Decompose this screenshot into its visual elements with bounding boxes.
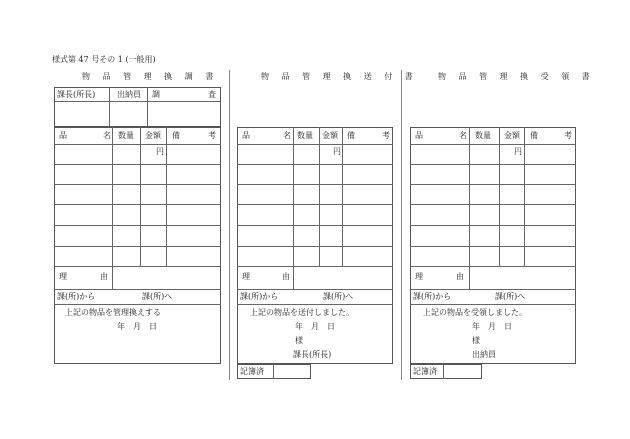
panel-title: 物 品 管 理 換 調 書: [82, 72, 219, 81]
yen-unit: 円: [333, 147, 341, 156]
header-name-left: 品: [415, 131, 423, 140]
signer-label: 課長(所長): [293, 350, 332, 359]
reason-label-left: 理: [59, 272, 67, 281]
header-amount: 金額: [145, 131, 161, 140]
panel-divider: [229, 70, 230, 380]
header-name-left: 品: [242, 131, 250, 140]
inspection-label-left: 調: [152, 90, 160, 99]
panel-title: 物 品 管 理 換 送 付 書: [261, 72, 418, 81]
honorific-text: 様: [472, 336, 480, 345]
header-remarks-left: 備: [347, 131, 355, 140]
date-text: 年 月 日: [295, 322, 335, 331]
to-section-label: 課(所)へ: [323, 292, 354, 301]
header-name-right: 名: [283, 131, 291, 140]
statement-text: 上記の物品を受領しました。: [423, 308, 527, 317]
header-quantity: 数量: [475, 131, 491, 140]
header-quantity: 数量: [297, 131, 313, 140]
reason-label-left: 理: [415, 272, 423, 281]
from-section-label: 課(所)から: [240, 292, 279, 301]
reason-label-right: 由: [456, 272, 464, 281]
signer-label: 出納員: [472, 350, 496, 359]
date-text: 年 月 日: [472, 322, 512, 331]
form-number: 様式第 47 号その 1 (一般用): [52, 55, 156, 64]
reason-label-right: 由: [282, 272, 290, 281]
reason-label-right: 由: [100, 272, 108, 281]
header-amount: 金額: [322, 131, 338, 140]
yen-unit: 円: [514, 147, 522, 156]
header-name-right: 名: [459, 131, 467, 140]
to-section-label: 課(所)へ: [495, 292, 526, 301]
registered-label: 記簿済: [413, 367, 437, 376]
honorific-text: 様: [295, 336, 303, 345]
section-chief-label: 課長(所長): [57, 90, 96, 99]
header-amount: 金額: [504, 131, 520, 140]
inspection-label-right: 査: [208, 90, 216, 99]
header-remarks-left: 備: [172, 131, 180, 140]
panel-title: 物 品 管 理 換 受 領 書: [438, 72, 595, 81]
header-remarks-right: 考: [208, 131, 216, 140]
header-name-right: 名: [103, 131, 111, 140]
from-section-label: 課(所)から: [57, 292, 96, 301]
statement-text: 上記の物品を管理換えする: [65, 308, 161, 317]
header-remarks-right: 考: [382, 131, 390, 140]
to-section-label: 課(所)へ: [142, 292, 173, 301]
panel-divider: [401, 70, 402, 380]
reason-label-left: 理: [242, 272, 250, 281]
from-section-label: 課(所)から: [413, 292, 452, 301]
header-remarks-left: 備: [530, 131, 538, 140]
registered-label: 記簿済: [240, 367, 264, 376]
date-text: 年 月 日: [117, 322, 157, 331]
header-name-left: 品: [59, 131, 67, 140]
statement-text: 上記の物品を送付しました。: [250, 308, 354, 317]
header-remarks-right: 考: [564, 131, 572, 140]
header-quantity: 数量: [118, 131, 134, 140]
cashier-label: 出納員: [117, 90, 141, 99]
yen-unit: 円: [156, 147, 164, 156]
